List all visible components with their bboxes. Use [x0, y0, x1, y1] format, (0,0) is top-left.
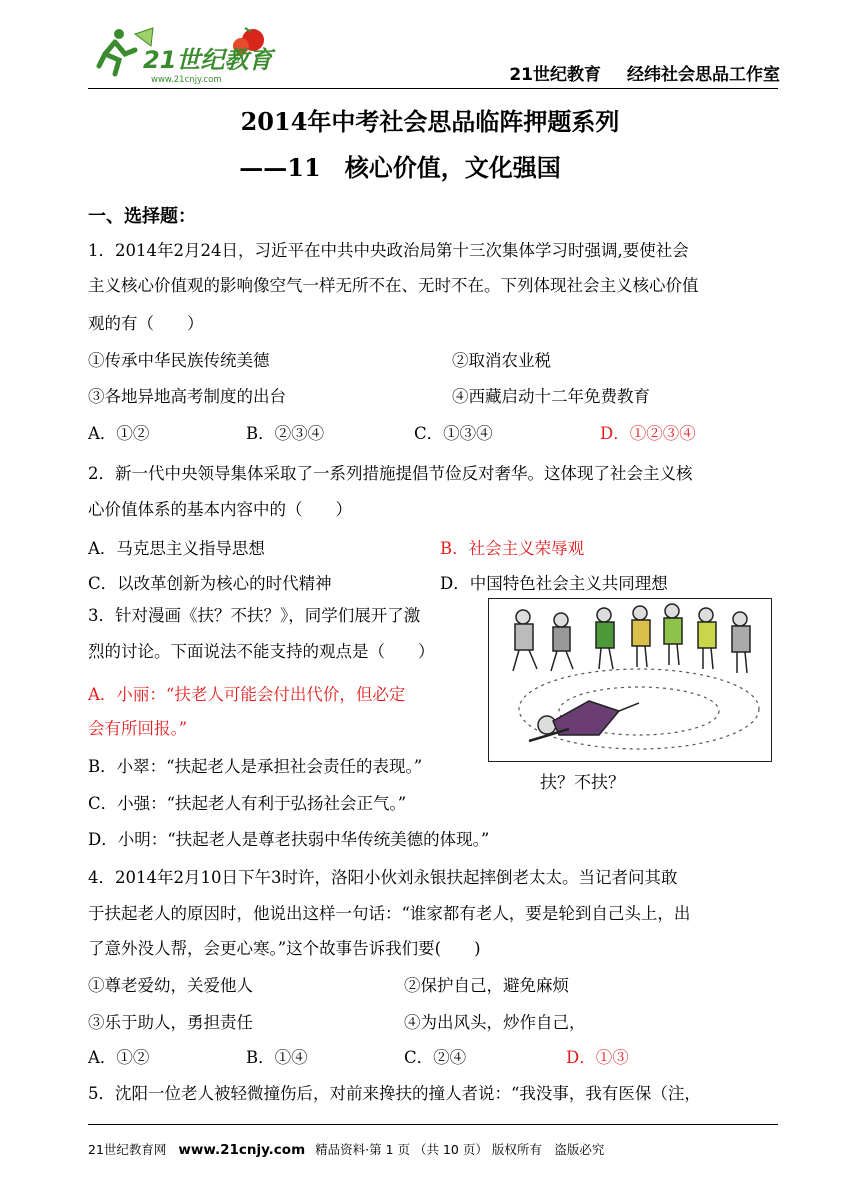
q4-item2: ②保护自己，避免麻烦 — [404, 976, 569, 995]
studio-name: 经纬社会思品工作室 — [627, 65, 780, 85]
q4-option-b: B．①④ — [246, 1048, 308, 1067]
footer-rule — [88, 1124, 778, 1125]
cartoon-image — [488, 598, 772, 762]
q4-item3: ③乐于助人，勇担责任 — [88, 1013, 253, 1032]
q3-option-a-answer-line1: A．小丽：“扶老人可能会付出代价，但必定 — [88, 685, 406, 704]
page-title: 2014年中考社会思品临阵押题系列 — [240, 107, 620, 136]
q1-option-c: C．①③④ — [414, 424, 493, 443]
q2-line2: 心价值体系的基本内容中的（ ） — [88, 500, 352, 519]
q5-line1: 5．沈阳一位老人被轻微撞伤后，对前来搀扶的撞人者说：“我没事，我有医保（注， — [88, 1084, 701, 1103]
q3-option-b: B．小翠：“扶起老人是承担社会责任的表现。” — [88, 757, 423, 776]
footer-text: 精品资料·第 1 页 （共 10 页） 版权所有 盗版必究 — [315, 1142, 605, 1157]
q1-option-d-answer: D．①②③④ — [600, 424, 696, 443]
q1-item3: ③各地异地高考制度的出台 — [88, 387, 286, 406]
q4-line2: 于扶起老人的原因时，他说出这样一句话：“谁家都有老人，要是轮到自己头上，出 — [88, 904, 691, 923]
q4-option-a: A．①② — [88, 1048, 150, 1067]
q1-item4: ④西藏启动十二年免费教育 — [452, 387, 650, 406]
q1-option-a: A．①② — [88, 424, 150, 443]
q3-line2: 烈的讨论。下面说法不能支持的观点是（ ） — [88, 642, 435, 661]
q1-option-b: B．②③④ — [246, 424, 325, 443]
q4-option-c: C．②④ — [404, 1048, 467, 1067]
q1-line1: 1．2014年2月24日，习近平在中共中央政治局第十三次集体学习时强调,要使社会 — [88, 241, 689, 260]
section-heading: 一、选择题： — [88, 206, 196, 227]
q3-option-c: C．小强：“扶起老人有利于弘扬社会正气。” — [88, 794, 407, 813]
q4-line1: 4．2014年2月10日下午3时许，洛阳小伙刘永银扶起摔倒老太太。当记者问其敢 — [88, 868, 678, 887]
runner-logo-icon — [95, 24, 285, 86]
cartoon-caption: 扶？不扶？ — [540, 773, 625, 793]
q2-line1: 2．新一代中央领导集体采取了一系列措施提倡节俭反对奢华。这体现了社会主义核 — [88, 464, 693, 483]
logo — [95, 24, 285, 86]
q2-option-b-answer: B．社会主义荣辱观 — [440, 539, 585, 558]
q4-line3: 了意外没人帮，会更心寒。”这个故事告诉我们要( ) — [88, 939, 481, 958]
footer-url-link[interactable]: www.21cnjy.com — [178, 1142, 306, 1158]
brand-name: 21世纪教育 — [509, 65, 601, 85]
q4-item4: ④为出风头，炒作自己， — [404, 1013, 586, 1032]
header-rule — [88, 88, 778, 89]
q1-item1: ①传承中华民族传统美德 — [88, 351, 270, 370]
footer-site: 21世纪教育网 — [88, 1142, 167, 1157]
q3-line1: 3．针对漫画《扶？不扶？》，同学们展开了激 — [88, 606, 421, 625]
header-right — [470, 60, 780, 85]
page-subtitle: ——11 核心价值，文化强国 — [239, 153, 561, 182]
q1-line2: 主义核心价值观的影响像空气一样无所不在、无时不在。下列体现社会主义核心价值 — [88, 276, 699, 295]
q4-option-d-answer: D．①③ — [566, 1048, 629, 1067]
q2-option-c: C．以改革创新为核心的时代精神 — [88, 574, 332, 593]
q4-item1: ①尊老爱幼，关爱他人 — [88, 976, 253, 995]
q2-option-d: D．中国特色社会主义共同理想 — [440, 574, 668, 593]
q3-option-d: D．小明：“扶起老人是尊老扶弱中华传统美德的体现。” — [88, 830, 490, 849]
q1-line3: 观的有（ ） — [88, 314, 204, 333]
q1-item2: ②取消农业税 — [452, 351, 551, 370]
cartoon-drawing — [489, 599, 771, 761]
q3-option-a-answer-line2: 会有所回报。” — [88, 719, 188, 738]
logo-text: 21世纪教育 — [143, 46, 273, 74]
page-footer — [88, 1140, 604, 1158]
logo-url: www.21cnjy.com — [151, 75, 222, 85]
q2-option-a: A．马克思主义指导思想 — [88, 539, 265, 558]
